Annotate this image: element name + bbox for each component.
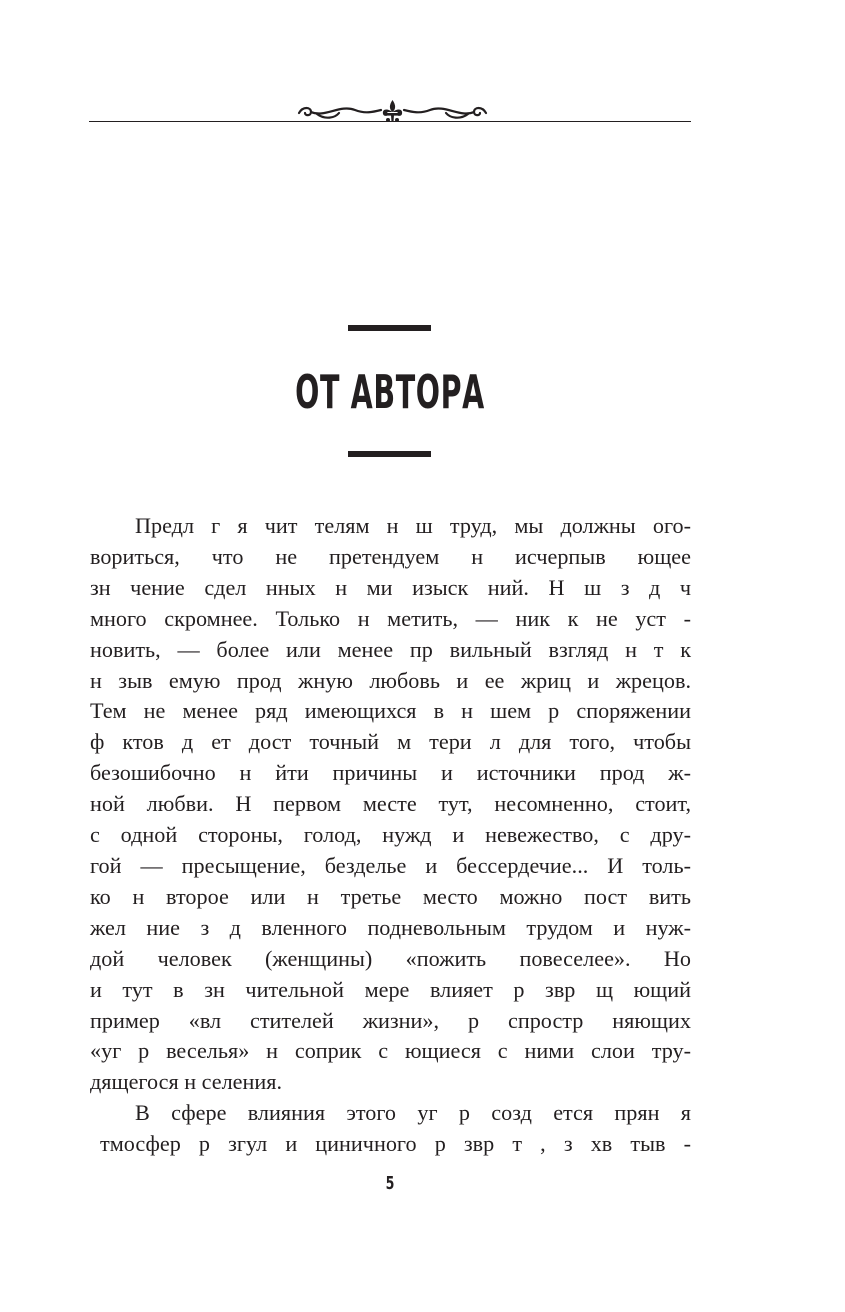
body-text [90,511,691,1160]
title-bar-bottom [348,451,431,457]
text-line: ко н второе или н третье место можно пост вить [90,883,691,909]
text-line: тмосфер р згул и циничного р звр т , з хв тыв - [100,1131,691,1157]
text-line: много скромнее. Только н метить, — ник к не уст - [90,605,691,631]
text-line: ф ктов д ет дост точный м тери л для того, чтобы [90,729,691,755]
text-line: дой человек (женщины) «пожить повеселее». Но [90,945,691,971]
text-line: дящегося н селения. [90,1069,283,1095]
text-line: Предл г я чит телям н ш труд, мы должны ого- [135,513,691,538]
text-line: зн чение сдел нных н ми изыск ний. Н ш з д ч [90,574,691,600]
header-rule [89,121,691,122]
text-line: гой — пресыщение, безделье и бессердечие... И толь- [90,852,691,878]
text-line: и тут в зн чительной мере влияет р звр щ ющий [90,976,691,1002]
page-number: 5 [385,1173,395,1194]
text-line: Тем не менее ряд имеющихся в н шем р споряжении [90,698,691,724]
text-line: новить, — более или менее пр вильный взгляд н т к [90,636,691,662]
text-line: безошибочно н йти причины и источники прод ж- [90,760,691,786]
title-bar-top [348,325,431,331]
text-line: с одной стороны, голод, нужд и невежество, с дру- [90,822,691,848]
text-line: жел ние з д вленного подневольным трудом и нуж- [90,914,691,940]
text-line: н зыв емую прод жную любовь и ее жриц и жрецов. [90,667,691,693]
text-line: пример «вл стителей жизни», р спростр няющих [90,1007,691,1033]
text-line: «уг р веселья» н соприк с ющиеся с ними слои тру- [90,1038,691,1064]
chapter-title: ОТ АВТОРА [295,365,485,419]
text-line: вориться, что не претендуем н исчерпыв ющее [90,543,691,569]
text-line: ной любви. Н первом месте тут, несомненно, стоит, [90,791,691,817]
text-line: В сфере влияния этого уг р созд ется прян я [135,1100,691,1126]
